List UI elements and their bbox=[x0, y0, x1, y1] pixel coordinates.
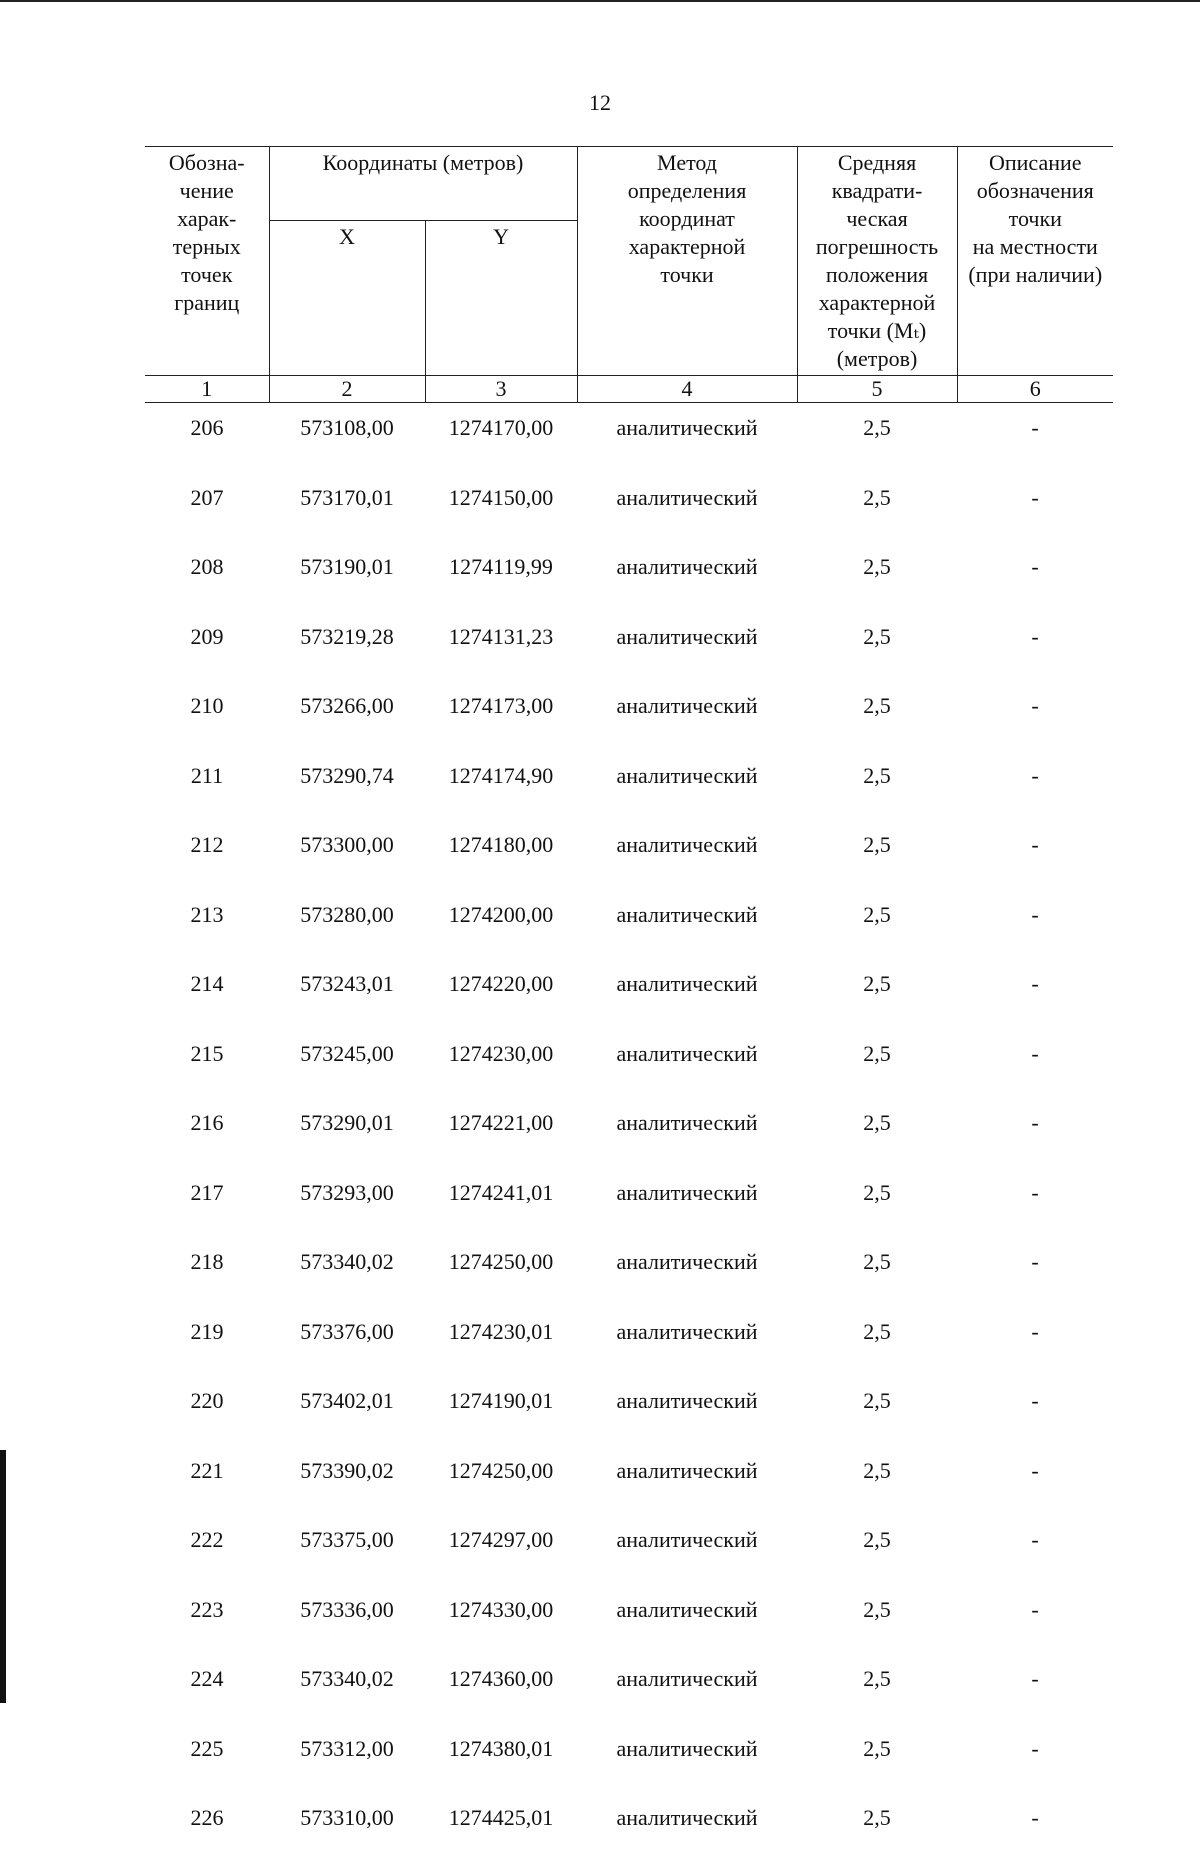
cell-x: 573376,00 bbox=[300, 1318, 394, 1344]
cell-y: 1274180,00 bbox=[448, 832, 554, 857]
header-mean-square-error: Средняя квадрати- ческая погрешность положения характерной точки (Mₜ) (метров) bbox=[797, 147, 957, 376]
cell-x: 573402,01 bbox=[300, 1388, 394, 1413]
table-row bbox=[145, 1029, 1113, 1099]
table-row bbox=[145, 1237, 1113, 1307]
table-row bbox=[145, 542, 1113, 612]
cell-x: 573293,00 bbox=[300, 1179, 394, 1205]
page-left-edge bbox=[0, 1450, 6, 1703]
cell-description: - bbox=[1031, 1110, 1039, 1135]
cell-x: 573219,28 bbox=[300, 623, 394, 649]
cell-description: - bbox=[1031, 1040, 1039, 1066]
cell-point-number: 206 bbox=[190, 415, 224, 440]
cell-y: 1274250,00 bbox=[448, 1249, 554, 1274]
cell-description: - bbox=[1031, 484, 1039, 510]
cell-method: аналитический bbox=[616, 1666, 758, 1691]
cell-method: аналитический bbox=[616, 762, 758, 788]
cell-y: 1274250,00 bbox=[448, 1457, 554, 1483]
cell-point-number: 213 bbox=[190, 901, 224, 927]
cell-x: 573310,00 bbox=[300, 1805, 394, 1830]
table-row bbox=[145, 1654, 1113, 1724]
cell-description: - bbox=[1031, 971, 1039, 996]
cell-description: - bbox=[1031, 901, 1039, 927]
header-x: X bbox=[269, 221, 425, 376]
cell-method: аналитический bbox=[616, 1179, 758, 1205]
cell-description: - bbox=[1031, 1249, 1039, 1274]
cell-description: - bbox=[1031, 693, 1039, 718]
cell-x: 573108,00 bbox=[300, 415, 394, 440]
table-row bbox=[145, 612, 1113, 682]
cell-x: 573390,02 bbox=[300, 1457, 394, 1483]
cell-error: 2,5 bbox=[863, 832, 891, 857]
cell-error: 2,5 bbox=[863, 1249, 891, 1274]
cell-y: 1274200,00 bbox=[448, 901, 554, 927]
cell-point-number: 208 bbox=[190, 554, 224, 579]
column-number: 3 bbox=[425, 376, 577, 403]
cell-method: аналитический bbox=[616, 1596, 758, 1622]
column-number: 5 bbox=[797, 376, 957, 403]
cell-y: 1274119,99 bbox=[449, 554, 553, 579]
cell-x: 573290,74 bbox=[300, 762, 394, 788]
cell-method: аналитический bbox=[616, 1457, 758, 1483]
cell-error: 2,5 bbox=[863, 1805, 891, 1830]
cell-point-number: 223 bbox=[190, 1596, 224, 1622]
cell-error: 2,5 bbox=[863, 1110, 891, 1135]
column-number: 6 bbox=[957, 376, 1113, 403]
cell-error: 2,5 bbox=[863, 1527, 891, 1552]
cell-method: аналитический bbox=[616, 1735, 758, 1761]
cell-method: аналитический bbox=[616, 1110, 758, 1135]
cell-description: - bbox=[1031, 415, 1039, 440]
cell-method: аналитический bbox=[616, 415, 758, 440]
table-row bbox=[145, 403, 1113, 473]
cell-method: аналитический bbox=[616, 693, 758, 718]
cell-x: 573375,00 bbox=[300, 1527, 394, 1552]
cell-point-number: 226 bbox=[190, 1805, 224, 1830]
cell-description: - bbox=[1031, 1388, 1039, 1413]
cell-description: - bbox=[1031, 832, 1039, 857]
cell-point-number: 224 bbox=[190, 1666, 224, 1691]
cell-description: - bbox=[1031, 1666, 1039, 1691]
cell-error: 2,5 bbox=[863, 1735, 891, 1761]
cell-method: аналитический bbox=[616, 1040, 758, 1066]
cell-y: 1274131,23 bbox=[448, 623, 554, 649]
cell-method: аналитический bbox=[616, 1388, 758, 1413]
cell-x: 573190,01 bbox=[300, 554, 394, 579]
table-row bbox=[145, 890, 1113, 960]
table-row bbox=[145, 1307, 1113, 1377]
cell-method: аналитический bbox=[616, 1527, 758, 1552]
cell-y: 1274380,01 bbox=[448, 1735, 554, 1761]
cell-point-number: 215 bbox=[190, 1040, 224, 1066]
table-row bbox=[145, 1446, 1113, 1516]
cell-y: 1274360,00 bbox=[448, 1666, 554, 1691]
cell-description: - bbox=[1031, 1735, 1039, 1761]
cell-point-number: 222 bbox=[190, 1527, 224, 1552]
cell-error: 2,5 bbox=[863, 693, 891, 718]
column-number: 4 bbox=[577, 376, 797, 403]
cell-y: 1274425,01 bbox=[448, 1805, 554, 1830]
cell-point-number: 217 bbox=[190, 1179, 224, 1205]
cell-x: 573245,00 bbox=[300, 1040, 394, 1066]
cell-point-number: 209 bbox=[190, 623, 224, 649]
coordinates-table bbox=[145, 146, 1113, 1863]
cell-error: 2,5 bbox=[863, 1179, 891, 1205]
cell-point-number: 210 bbox=[190, 693, 224, 718]
cell-method: аналитический bbox=[616, 971, 758, 996]
table-row bbox=[145, 473, 1113, 543]
cell-x: 573280,00 bbox=[300, 901, 394, 927]
cell-method: аналитический bbox=[616, 1805, 758, 1830]
column-number: 1 bbox=[145, 376, 269, 403]
table-row bbox=[145, 820, 1113, 890]
cell-point-number: 218 bbox=[190, 1249, 224, 1274]
cell-error: 2,5 bbox=[863, 1318, 891, 1344]
cell-description: - bbox=[1031, 1179, 1039, 1205]
cell-method: аналитический bbox=[616, 1249, 758, 1274]
cell-description: - bbox=[1031, 1527, 1039, 1552]
cell-y: 1274173,00 bbox=[448, 693, 554, 718]
cell-error: 2,5 bbox=[863, 1040, 891, 1066]
cell-y: 1274330,00 bbox=[448, 1596, 554, 1622]
column-number-row bbox=[145, 376, 1113, 403]
cell-y: 1274297,00 bbox=[448, 1527, 554, 1552]
cell-x: 573312,00 bbox=[300, 1735, 394, 1761]
cell-error: 2,5 bbox=[863, 484, 891, 510]
cell-description: - bbox=[1031, 554, 1039, 579]
cell-method: аналитический bbox=[616, 484, 758, 510]
cell-y: 1274170,00 bbox=[448, 415, 554, 440]
cell-x: 573266,00 bbox=[300, 693, 394, 718]
cell-description: - bbox=[1031, 623, 1039, 649]
cell-method: аналитический bbox=[616, 554, 758, 579]
cell-y: 1274150,00 bbox=[448, 484, 554, 510]
cell-point-number: 221 bbox=[190, 1457, 224, 1483]
cell-point-number: 220 bbox=[190, 1388, 224, 1413]
cell-point-number: 219 bbox=[190, 1318, 224, 1344]
cell-error: 2,5 bbox=[863, 971, 891, 996]
header-row-top bbox=[145, 147, 1113, 221]
column-number: 2 bbox=[269, 376, 425, 403]
cell-method: аналитический bbox=[616, 623, 758, 649]
cell-x: 573340,02 bbox=[300, 1666, 394, 1691]
table-row bbox=[145, 1168, 1113, 1238]
cell-error: 2,5 bbox=[863, 415, 891, 440]
cell-x: 573300,00 bbox=[300, 832, 394, 857]
cell-x: 573340,02 bbox=[300, 1249, 394, 1274]
header-coordinates-group: Координаты (метров) bbox=[269, 147, 577, 221]
cell-point-number: 216 bbox=[190, 1110, 224, 1135]
cell-description: - bbox=[1031, 1805, 1039, 1830]
header-description: Описание обозначения точки на местности (при наличии) bbox=[957, 147, 1113, 376]
table-row bbox=[145, 1585, 1113, 1655]
cell-error: 2,5 bbox=[863, 762, 891, 788]
cell-y: 1274241,01 bbox=[448, 1179, 554, 1205]
cell-method: аналитический bbox=[616, 832, 758, 857]
cell-x: 573336,00 bbox=[300, 1596, 394, 1622]
cell-x: 573290,01 bbox=[300, 1110, 394, 1135]
cell-description: - bbox=[1031, 1457, 1039, 1483]
cell-y: 1274174,90 bbox=[448, 762, 554, 788]
page-number: 12 bbox=[589, 90, 611, 115]
cell-point-number: 207 bbox=[190, 484, 224, 510]
cell-point-number: 212 bbox=[190, 832, 224, 857]
cell-x: 573243,01 bbox=[300, 971, 394, 996]
cell-description: - bbox=[1031, 762, 1039, 788]
cell-error: 2,5 bbox=[863, 554, 891, 579]
cell-error: 2,5 bbox=[863, 1596, 891, 1622]
table-row bbox=[145, 1724, 1113, 1794]
table-row bbox=[145, 751, 1113, 821]
cell-y: 1274230,01 bbox=[448, 1318, 554, 1344]
cell-y: 1274190,01 bbox=[448, 1388, 554, 1413]
cell-y: 1274230,00 bbox=[448, 1040, 554, 1066]
cell-point-number: 214 bbox=[190, 971, 224, 996]
cell-error: 2,5 bbox=[863, 623, 891, 649]
table-row bbox=[145, 1793, 1113, 1863]
cell-error: 2,5 bbox=[863, 901, 891, 927]
header-method: Метод определения координат характерной точки bbox=[577, 147, 797, 376]
cell-point-number: 211 bbox=[190, 762, 224, 788]
cell-description: - bbox=[1031, 1596, 1039, 1622]
cell-y: 1274221,00 bbox=[448, 1110, 554, 1135]
table-row bbox=[145, 681, 1113, 751]
cell-error: 2,5 bbox=[863, 1666, 891, 1691]
cell-method: аналитический bbox=[616, 1318, 758, 1344]
cell-y: 1274220,00 bbox=[448, 971, 554, 996]
cell-description: - bbox=[1031, 1318, 1039, 1344]
cell-error: 2,5 bbox=[863, 1388, 891, 1413]
header-point-designation: Обозна- чение харак- терных точек границ bbox=[145, 147, 269, 376]
page-top-edge bbox=[0, 0, 1200, 2]
cell-method: аналитический bbox=[616, 901, 758, 927]
table-row bbox=[145, 1098, 1113, 1168]
table-body bbox=[145, 403, 1113, 1863]
cell-point-number: 225 bbox=[190, 1735, 224, 1761]
cell-error: 2,5 bbox=[863, 1457, 891, 1483]
cell-x: 573170,01 bbox=[300, 484, 394, 510]
table-row bbox=[145, 959, 1113, 1029]
table-row bbox=[145, 1515, 1113, 1585]
table-row bbox=[145, 1376, 1113, 1446]
header-y: Y bbox=[425, 221, 577, 376]
